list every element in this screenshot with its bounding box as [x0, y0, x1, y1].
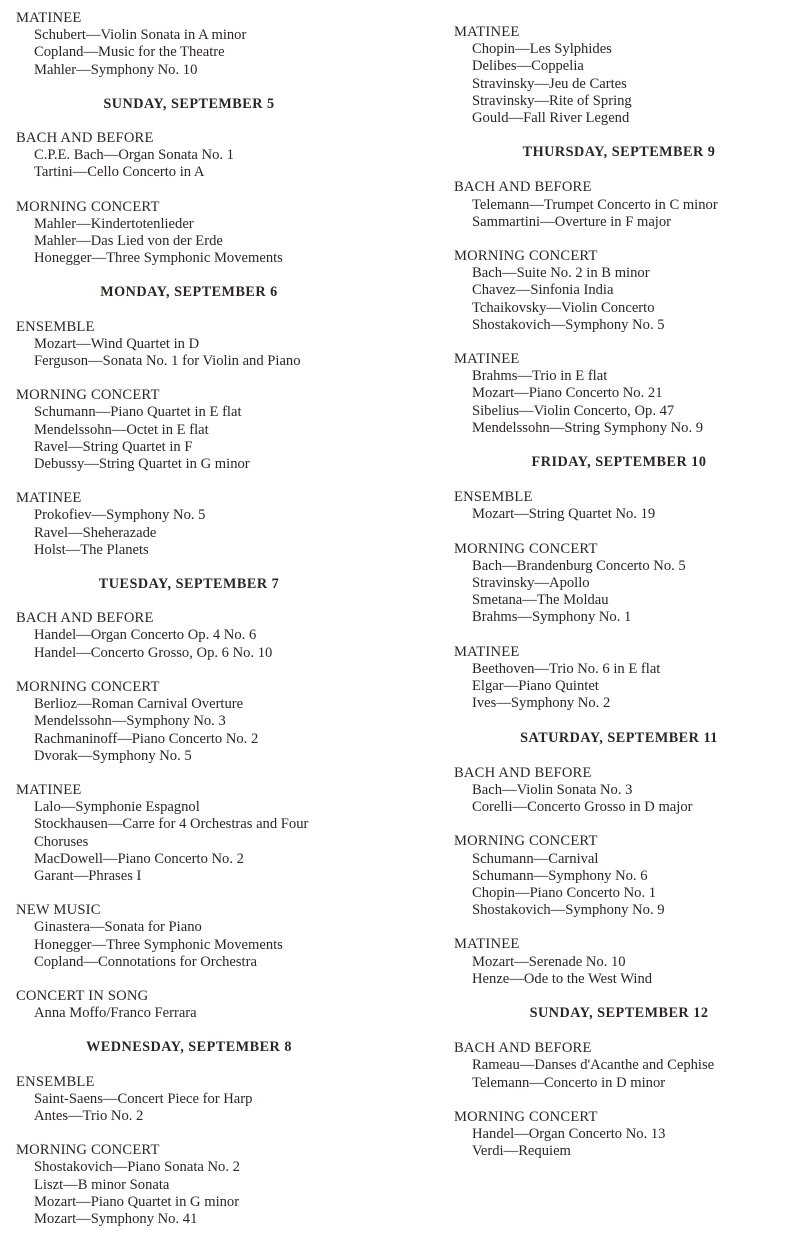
program-title: MATINEE — [454, 24, 520, 40]
program-item: Rameau—Danses d'Acanthe and Cephise — [472, 1057, 715, 1074]
program-item: Mozart—Symphony No. 41 — [34, 1210, 198, 1227]
program-item: Mahler—Symphony No. 10 — [34, 61, 198, 78]
program-title: MORNING CONCERT — [454, 248, 598, 265]
program-item: Mahler—Das Lied von der Erde — [34, 233, 223, 250]
program-item: Chopin—Piano Concerto No. 1 — [472, 884, 657, 901]
program-item: Smetana—The Moldau — [472, 592, 609, 609]
program-title: ENSEMBLE — [16, 318, 95, 335]
day-heading: TUESDAY, SEPTEMBER 7 — [98, 576, 280, 593]
program-group — [16, 1142, 362, 1228]
program-title: MORNING CONCERT — [16, 198, 160, 215]
program-item: Dvorak—Symphony No. 5 — [34, 747, 192, 764]
program-item: Tchaikovsky—Violin Concerto — [472, 299, 655, 316]
program-title: ENSEMBLE — [16, 1073, 95, 1090]
program-group — [454, 541, 784, 627]
program-title: MORNING CONCERT — [454, 540, 598, 557]
program-item: Stravinsky—Jeu de Cartes — [472, 75, 627, 92]
program-item: Ferguson—Sonata No. 1 for Violin and Piano — [34, 353, 301, 370]
day-heading: SATURDAY, SEPTEMBER 11 — [520, 729, 718, 746]
program-group — [454, 936, 784, 988]
program-item: Honegger—Three Symphonic Movements — [34, 936, 283, 953]
program-title: MATINEE — [454, 643, 520, 660]
program-item: Gould—Fall River Legend — [472, 110, 630, 127]
program-title: MATINEE — [454, 351, 520, 368]
program-group — [16, 610, 362, 662]
program-item: Mozart—Wind Quartet in D — [34, 335, 200, 352]
program-title: BACH AND BEFORE — [16, 610, 154, 627]
program-group — [454, 24, 784, 127]
program-item: Telemann—Concerto in D minor — [472, 1074, 666, 1091]
program-group — [454, 833, 784, 919]
program-item: Ives—Symphony No. 2 — [472, 695, 611, 712]
program-group — [16, 199, 362, 268]
program-item: Schumann—Piano Quartet in E flat — [34, 404, 242, 421]
program-group — [454, 351, 784, 437]
program-item: Mozart—String Quartet No. 19 — [472, 506, 656, 523]
program-item: Debussy—String Quartet in G minor — [34, 456, 250, 473]
day-heading: FRIDAY, SEPTEMBER 10 — [531, 454, 707, 471]
program-group — [454, 248, 784, 334]
program-title: BACH AND BEFORE — [16, 130, 154, 147]
program-group — [16, 679, 362, 765]
program-title: MATINEE — [16, 781, 82, 798]
program-title: MATINEE — [454, 936, 520, 953]
program-item: Beethoven—Trio No. 6 in E flat — [472, 660, 661, 677]
program-item: Tartini—Cello Concerto in A — [34, 164, 205, 181]
program-item: Garant—Phrases I — [34, 867, 142, 884]
program-group — [16, 902, 362, 971]
program-group — [16, 130, 362, 182]
program-item: Shostakovich—Symphony No. 9 — [472, 902, 665, 919]
program-title: MORNING CONCERT — [16, 678, 160, 695]
program-title: NEW MUSIC — [16, 902, 101, 919]
program-item: Telemann—Trumpet Concerto in C minor — [472, 196, 718, 213]
program-group — [16, 387, 362, 473]
program-item: Stravinsky—Rite of Spring — [472, 92, 632, 109]
program-group — [16, 10, 362, 79]
program-title: MATINEE — [16, 490, 82, 507]
program-title: MORNING CONCERT — [16, 1142, 160, 1159]
program-item: Liszt—B minor Sonata — [34, 1176, 170, 1193]
program-title: BACH AND BEFORE — [454, 179, 592, 196]
program-item: Bach—Violin Sonata No. 3 — [472, 781, 633, 798]
program-title: CONCERT IN SONG — [16, 987, 149, 1004]
program-item: Handel—Concerto Grosso, Op. 6 No. 10 — [34, 644, 273, 661]
program-item: Schumann—Symphony No. 6 — [472, 867, 648, 884]
program-group — [454, 1109, 784, 1161]
day-heading: WEDNESDAY, SEPTEMBER 8 — [86, 1039, 292, 1056]
program-title: MATINEE — [16, 10, 82, 26]
program-item: Verdi—Requiem — [472, 1143, 571, 1160]
program-item: Mozart—Serenade No. 10 — [472, 953, 626, 970]
program-group — [16, 490, 362, 559]
program-group — [454, 489, 784, 523]
program-item: Brahms—Symphony No. 1 — [472, 609, 632, 626]
schedule-column-left — [16, 10, 362, 1245]
program-item: Sibelius—Violin Concerto, Op. 47 — [472, 402, 675, 419]
program-item: Bach—Brandenburg Concerto No. 5 — [472, 557, 686, 574]
program-title: BACH AND BEFORE — [454, 1040, 592, 1057]
program-item: Corelli—Concerto Grosso in D major — [472, 799, 693, 816]
program-item: Handel—Organ Concerto No. 13 — [472, 1125, 666, 1142]
program-item: Lalo—Symphonie Espagnol — [34, 799, 200, 816]
program-item: Antes—Trio No. 2 — [34, 1107, 144, 1124]
program-item: Elgar—Piano Quintet — [472, 678, 599, 695]
program-item: Ravel—Sheherazade — [34, 524, 157, 541]
program-group — [454, 765, 784, 817]
program-item: Prokofiev—Symphony No. 5 — [34, 507, 206, 524]
program-item: Sammartini—Overture in F major — [472, 213, 672, 230]
program-item: Mendelssohn—Symphony No. 3 — [34, 713, 226, 730]
program-item: Mendelssohn—Octet in E flat — [34, 421, 209, 438]
program-item: Delibes—Coppelia — [472, 58, 584, 75]
program-item: Mahler—Kindertotenlieder — [34, 215, 194, 232]
program-item: Copland—Music for the Theatre — [34, 44, 225, 61]
program-item: C.P.E. Bach—Organ Sonata No. 1 — [34, 147, 234, 164]
program-item: Ravel—String Quartet in F — [34, 438, 193, 455]
program-item: Stockhausen—Carre for 4 Orchestras and Four Choruses — [34, 816, 309, 850]
program-item: Copland—Connotations for Orchestra — [34, 953, 257, 970]
program-group — [454, 644, 784, 713]
program-item: Mozart—Piano Concerto No. 21 — [472, 385, 663, 402]
program-item: Rachmaninoff—Piano Concerto No. 2 — [34, 730, 259, 747]
program-title: MORNING CONCERT — [454, 833, 598, 850]
day-heading: SUNDAY, SEPTEMBER 5 — [103, 95, 275, 112]
day-heading: MONDAY, SEPTEMBER 6 — [100, 284, 278, 301]
schedule-column-right — [454, 24, 784, 1177]
program-item: Shostakovich—Piano Sonata No. 2 — [34, 1159, 240, 1176]
program-item: Henze—Ode to the West Wind — [472, 970, 653, 987]
program-item: Mozart—Piano Quartet in G minor — [34, 1193, 240, 1210]
program-item: Schumann—Carnival — [472, 850, 599, 867]
program-item: Honegger—Three Symphonic Movements — [34, 250, 283, 267]
program-title: BACH AND BEFORE — [454, 764, 592, 781]
program-title: ENSEMBLE — [454, 489, 533, 506]
program-item: Stravinsky—Apollo — [472, 575, 590, 592]
program-group — [16, 988, 362, 1022]
program-item: Chopin—Les Sylphides — [472, 41, 612, 58]
program-item: Shostakovich—Symphony No. 5 — [472, 316, 665, 333]
program-item: MacDowell—Piano Concerto No. 2 — [34, 850, 244, 867]
program-item: Ginastera—Sonata for Piano — [34, 919, 202, 936]
program-item: Chavez—Sinfonia India — [472, 282, 614, 299]
program-group — [16, 782, 362, 885]
program-group — [454, 179, 784, 231]
program-item: Handel—Organ Concerto Op. 4 No. 6 — [34, 627, 257, 644]
program-group — [454, 1040, 784, 1092]
program-item: Anna Moffo/Franco Ferrara — [34, 1005, 197, 1022]
program-item: Mendelssohn—String Symphony No. 9 — [472, 419, 704, 436]
program-item: Holst—The Planets — [34, 541, 149, 558]
day-heading: SUNDAY, SEPTEMBER 12 — [529, 1004, 709, 1021]
program-title: MORNING CONCERT — [454, 1108, 598, 1125]
program-item: Saint-Saens—Concert Piece for Harp — [34, 1090, 253, 1107]
program-group — [16, 319, 362, 371]
program-item: Berlioz—Roman Carnival Overture — [34, 696, 244, 713]
day-heading: THURSDAY, SEPTEMBER 9 — [522, 144, 716, 161]
program-item: Schubert—Violin Sonata in A minor — [34, 27, 247, 44]
program-title: MORNING CONCERT — [16, 387, 160, 404]
program-item: Bach—Suite No. 2 in B minor — [472, 265, 650, 282]
program-group — [16, 1074, 362, 1126]
program-item: Brahms—Trio in E flat — [472, 368, 608, 385]
